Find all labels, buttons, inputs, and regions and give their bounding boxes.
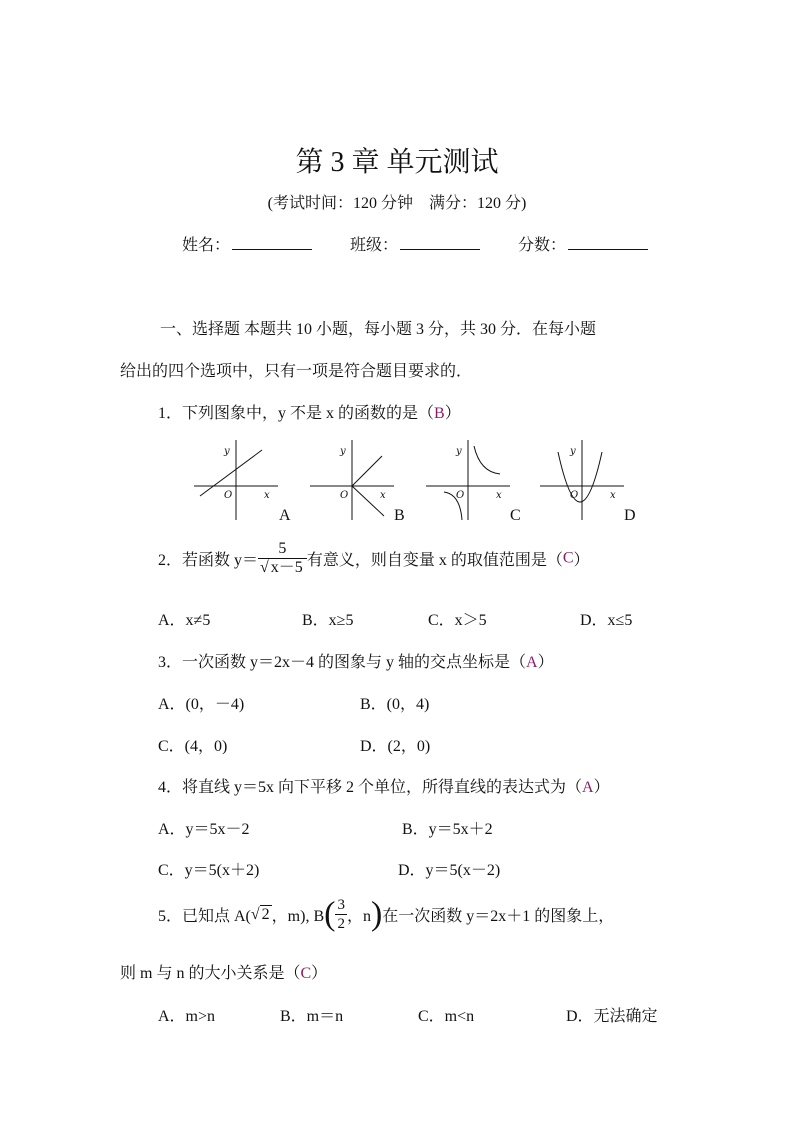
- graph-c-x-label: x: [496, 490, 502, 501]
- question-5-line2-text: 则 m 与 n 的大小关系是（: [120, 965, 301, 982]
- graph-d-origin: O: [570, 490, 579, 501]
- graph-c-y-label: y: [456, 446, 462, 457]
- fraction-3-over-2-numerator: 3: [337, 897, 345, 913]
- graph-a-x-label: x: [264, 490, 270, 501]
- graph-b-y-label: y: [340, 446, 346, 457]
- question-3-option-c: C．(4，0): [158, 738, 228, 755]
- question-1-text: 1．下列图象中，y 不是 x 的函数的是（: [158, 405, 435, 422]
- fraction-numerator: 5: [278, 540, 287, 557]
- question-2-answer: C: [562, 549, 574, 567]
- graph-label-a: A: [279, 507, 291, 524]
- question-3-option-d: D．(2，0): [360, 738, 431, 755]
- question-2-option-d: D．x≤5: [580, 612, 633, 629]
- question-4-answer: A: [582, 779, 594, 796]
- sqrt-radicand: x－5: [270, 559, 303, 576]
- question-4-option-d: D．y＝5(x－2): [398, 862, 501, 879]
- question-5-option-a: A．m>n: [158, 1008, 216, 1025]
- graph-d-x-label: x: [610, 490, 616, 501]
- class-field: [350, 232, 480, 255]
- score-blank: [568, 235, 648, 250]
- question-1-answer: B: [434, 405, 445, 422]
- question-2: [158, 540, 590, 577]
- question-5-option-c: C．m<n: [418, 1008, 475, 1025]
- question-2-suffix: 有意义，则自变量 x 的取值范围是（: [306, 552, 563, 569]
- question-2-option-a: A．x≠5: [158, 612, 211, 629]
- question-3-option-a: A．(0，－4): [158, 696, 245, 713]
- question-5: [158, 896, 614, 933]
- question-5-close: ）: [311, 965, 328, 982]
- graph-label-b: B: [394, 507, 405, 524]
- name-blank: [232, 235, 312, 250]
- graph-b-x-label: x: [380, 490, 386, 501]
- graph-a-origin: O: [224, 490, 233, 501]
- question-3-close: ）: [537, 654, 554, 671]
- sqrt-2: √ 2: [250, 905, 270, 923]
- question-4-text: 4．将直线 y＝5x 向下平移 2 个单位，所得直线的表达式为（: [158, 779, 583, 796]
- question-1-graphs: [188, 432, 638, 532]
- question-4-option-c: C．y＝5(x＋2): [158, 862, 260, 879]
- question-3-answer: A: [526, 654, 538, 671]
- sqrt-symbol: √ x－5: [260, 559, 303, 576]
- graph-d-y-label: y: [570, 446, 576, 457]
- question-2-option-c: C．x＞5: [428, 612, 487, 629]
- section-intro-line1: 一、选择题 本题共 10 小题，每小题 3 分，共 30 分．在每小题: [160, 321, 597, 338]
- graph-b-origin: O: [340, 490, 349, 501]
- question-2-close: ）: [573, 552, 590, 569]
- question-4-close: ）: [593, 779, 610, 796]
- question-5-part2: ，m), B: [271, 908, 325, 925]
- page-title: 第 3 章 单元测试: [295, 147, 499, 178]
- question-4: [158, 774, 610, 797]
- question-3-text: 3．一次函数 y＝2x－4 的图象与 y 轴的交点坐标是（: [158, 654, 527, 671]
- score-label: 分数：: [518, 237, 567, 254]
- question-5-fraction: [335, 896, 347, 933]
- question-4-option-a: A．y＝5x－2: [158, 821, 250, 838]
- right-paren: ): [370, 895, 383, 933]
- graph-a-y-label: y: [224, 446, 230, 457]
- question-5-option-b: B．m＝n: [280, 1008, 344, 1025]
- fraction-3-over-2-denominator: 2: [337, 916, 345, 932]
- question-5-part4: 在一次函数 y＝2x＋1 的图象上，: [382, 908, 615, 925]
- question-3: [158, 649, 554, 672]
- exam-info: (考试时间：120 分钟 满分：120 分): [267, 195, 527, 212]
- class-label: 班级：: [350, 237, 399, 254]
- question-2-prefix: 2．若函数 y＝: [158, 552, 259, 569]
- graph-label-d: D: [624, 507, 636, 524]
- question-5-option-d: D．无法确定: [566, 1008, 658, 1025]
- question-4-option-b: B．y＝5x＋2: [402, 821, 493, 838]
- question-2-fraction: [258, 540, 307, 577]
- question-5-part1: 5．已知点 A(: [158, 908, 251, 925]
- fraction-denominator: [258, 558, 307, 577]
- left-paren: (: [324, 895, 336, 933]
- question-5-line2: [120, 960, 327, 983]
- question-2-option-b: B．x≥5: [302, 612, 354, 629]
- score-field: [518, 232, 648, 255]
- question-1: [158, 400, 461, 423]
- sqrt-2-radicand: 2: [261, 905, 270, 923]
- question-3-option-b: B．(0，4): [360, 696, 430, 713]
- question-5-answer: C: [300, 965, 312, 982]
- question-5-part3: ，n: [346, 908, 371, 925]
- section-intro-line2: 给出的四个选项中，只有一项是符合题目要求的．: [120, 363, 473, 380]
- name-field: [182, 232, 312, 255]
- question-1-close: ）: [444, 405, 461, 422]
- graph-label-c: C: [510, 507, 521, 524]
- graph-c-origin: O: [456, 490, 465, 501]
- name-label: 姓名：: [182, 237, 231, 254]
- class-blank: [400, 235, 480, 250]
